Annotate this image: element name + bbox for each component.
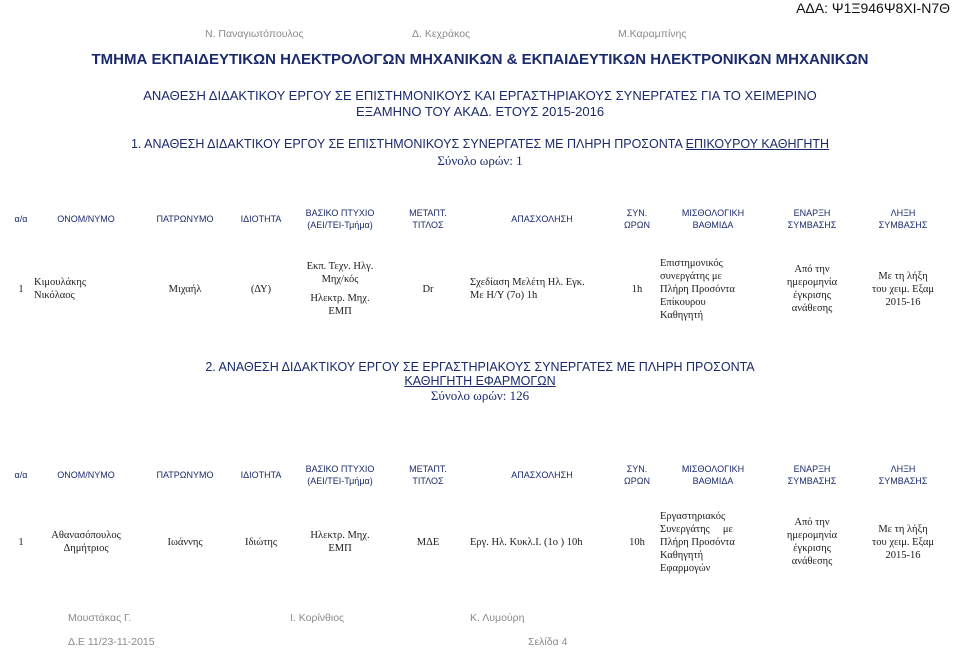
department-title: ΤΜΗΜΑ ΕΚΠΑΙΔΕΥΤΙΚΩΝ ΗΛΕΚΤΡΟΛΟΓΩΝ ΜΗΧΑΝΙΚΩΝ & ΕΚΠΑΙΔΕΥΤΙΚΩΝ ΗΛΕΚΤΡΟΝΙΚΩΝ ΜΗΧΑΝΙΚΩΝ [91, 51, 869, 68]
col-father: ΠΑΤΡΩΝΥΜΟ [140, 198, 230, 240]
section-1-title [0, 137, 960, 151]
col-postgrad: ΜΕΤΑΠΤ. ΤΙΤΛΟΣ [388, 455, 468, 495]
row-aa: 1 [18, 536, 24, 548]
section-2-total: Σύνολο ωρών: 126 [430, 388, 530, 403]
row-degree: Ηλεκτρ. Μηχ. ΕΜΠ [310, 530, 370, 554]
row-degree: Εκπ. Τεχν. Ηλγ. Μηχ/κός Ηλεκτρ. Μηχ. ΕΜΠ [306, 261, 374, 317]
section-1-title-underlined: ΕΠΙΚΟΥΡΟΥ ΚΑΘΗΓΗΤΗ [685, 137, 830, 151]
signatory-name: Δ. Κεχράκος [412, 28, 471, 40]
row-grade: Εργαστηριακός Συνεργάτης με Πλήρη Προσόντα Καθηγητή Εφαρμογών [660, 510, 735, 574]
col-hours: ΣΥΝ. ΩΡΩΝ [616, 455, 658, 495]
footer-name: Κ. Λυμούρη [470, 612, 525, 624]
row-status: (ΔΥ) [250, 283, 272, 295]
row-father: Ιωάννης [167, 536, 203, 548]
col-grade: ΜΙΣΘΟΛΟΓΙΚΗ ΒΑΘΜΙΔΑ [658, 455, 768, 495]
subtitle-line-2: ΕΞΑΜΗΝΟ ΤΟΥ ΑΚΑΔ. ΕΤΟΥΣ 2015-2016 [355, 104, 605, 119]
section-1-title-text: 1. ΑΝΑΘΕΣΗ ΔΙΔΑΚΤΙΚΟΥ ΕΡΓΟΥ ΣΕ ΕΠΙΣΤΗΜΟΝΙΚΟΥΣ ΣΥΝΕΡΓΑΤΕΣ ΜΕ ΠΛΗΡΗ ΠΡΟΣΟΝΤΑ [130, 137, 686, 151]
col-end: ΛΗΞΗ ΣΥΜΒΑΣΗΣ [856, 198, 950, 240]
row-end: Με τη λήξη του χειμ. Εξαμ 2015-16 [872, 523, 934, 561]
col-name: ΟΝΟΜ/ΝΥΜΟ [32, 455, 140, 495]
col-postgrad: ΜΕΤΑΠΤ. ΤΙΤΛΟΣ [388, 198, 468, 240]
row-start: Από την ημερομηνία έγκρισης ανάθεσης [786, 264, 838, 314]
col-aa: α/α [10, 198, 32, 240]
col-work: ΑΠΑΣΧΟΛΗΣΗ [468, 455, 616, 495]
section-2-title: 2. ΑΝΑΘΕΣΗ ΔΙΔΑΚΤΙΚΟΥ ΕΡΓΟΥ ΣΕ ΕΡΓΑΣΤΗΡΙΑΚΟΥΣ ΣΥΝΕΡΓΑΤΕΣ ΜΕ ΠΛΗΡΗ ΠΡΟΣΟΝΤΑ [205, 360, 755, 374]
section-1-table-header [10, 198, 950, 240]
table-row [10, 252, 950, 326]
row-work: Σχεδίαση Μελέτη Ηλ. Εγκ. Με Η/Υ (7ο) 1h [470, 277, 585, 301]
col-father: ΠΑΤΡΩΝΥΜΟ [140, 455, 230, 495]
section-2-title-line-2 [0, 374, 960, 388]
col-aa: α/α [10, 455, 32, 495]
section-2-title-underlined: ΚΑΘΗΓΗΤΗ ΕΦΑΡΜΟΓΩΝ [404, 374, 556, 388]
col-start: ΕΝΑΡΞΗ ΣΥΜΒΑΣΗΣ [768, 455, 856, 495]
row-father: Μιχαήλ [168, 283, 202, 295]
table-row [10, 507, 950, 577]
page-number: Σελίδα 4 [528, 636, 568, 648]
footer-name: Μουστάκας Γ. [68, 612, 132, 624]
col-grade: ΜΙΣΘΟΛΟΓΙΚΗ ΒΑΘΜΙΔΑ [658, 198, 768, 240]
row-grade: Επιστημονικός συνεργάτης με Πλήρη Προσόντα Επίκουρου Καθηγητή [660, 257, 735, 321]
col-end: ΛΗΞΗ ΣΥΜΒΑΣΗΣ [856, 455, 950, 495]
subtitle-line-1: ΑΝΑΘΕΣΗ ΔΙΔΑΚΤΙΚΟΥ ΕΡΓΟΥ ΣΕ ΕΠΙΣΤΗΜΟΝΙΚΟΥΣ ΚΑΙ ΕΡΓΑΣΤΗΡΙΑΚΟΥΣ ΣΥΝΕΡΓΑΤΕΣ ΓΙΑ ΤΟ ΧΕΙΜΕΡΙΝΟ [143, 88, 817, 103]
col-degree: ΒΑΣΙΚΟ ΠΤΥΧΙΟ (ΑΕΙ/ΤΕΙ-Τμήμα) [292, 455, 388, 495]
footer-reference: Δ.Ε 11/23-11-2015 [68, 636, 155, 648]
col-degree: ΒΑΣΙΚΟ ΠΤΥΧΙΟ (ΑΕΙ/ΤΕΙ-Τμήμα) [292, 198, 388, 240]
col-hours: ΣΥΝ. ΩΡΩΝ [616, 198, 658, 240]
col-status: ΙΔΙΟΤΗΤΑ [230, 198, 292, 240]
col-name: ΟΝΟΜ/ΝΥΜΟ [32, 198, 140, 240]
col-start: ΕΝΑΡΞΗ ΣΥΜΒΑΣΗΣ [768, 198, 856, 240]
col-status: ΙΔΙΟΤΗΤΑ [230, 455, 292, 495]
signatory-name: Ν. Παναγιωτόπουλος [205, 28, 304, 40]
row-postgrad: Dr [422, 283, 434, 295]
signatory-name: Μ.Καραμπίνης [618, 28, 687, 40]
footer-name: Ι. Κορίνθιος [290, 612, 345, 624]
row-status: Ιδιώτης [244, 536, 278, 548]
section-2-table-header [10, 455, 950, 495]
col-work: ΑΠΑΣΧΟΛΗΣΗ [468, 198, 616, 240]
row-name: Αθανασόπουλος Δημήτριος [51, 530, 121, 554]
row-name: Κιμουλάκης Νικόλαος [34, 277, 87, 301]
ada-code: ΑΔΑ: Ψ1Ξ946Ψ8ΧΙ-Ν7Θ [796, 0, 950, 16]
row-hours: 1h [631, 283, 643, 295]
row-postgrad: ΜΔΕ [416, 536, 440, 548]
row-start: Από την ημερομηνία έγκρισης ανάθεσης [786, 517, 838, 567]
row-hours: 10h [629, 536, 645, 548]
section-1-total: Σύνολο ωρών: 1 [437, 153, 523, 168]
row-end: Με τη λήξη του χειμ. Εξαμ 2015-16 [872, 270, 934, 308]
row-work: Εργ. Ηλ. Κυκλ.Ι. (1ο ) 10h [470, 536, 583, 548]
row-aa: 1 [18, 283, 24, 295]
